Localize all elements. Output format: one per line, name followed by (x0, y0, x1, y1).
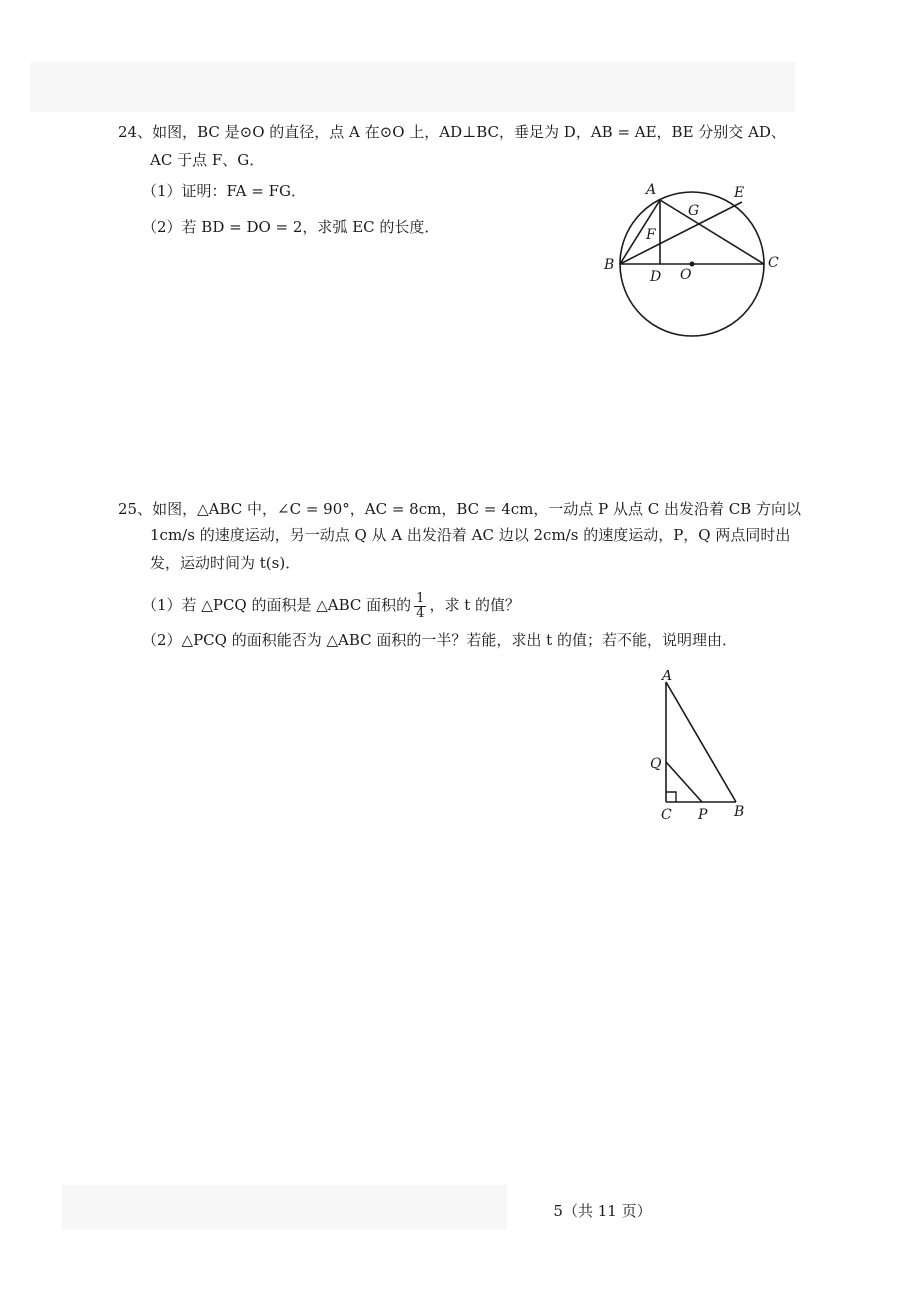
q24-circle-figure (598, 180, 788, 340)
q25-number: 25、 (118, 500, 153, 518)
label-g: G (688, 203, 700, 219)
q25-stem-line2: 1cm/s 的速度运动，另一动点 Q 从 A 出发沿着 AC 边以 2cm/s 的速度运动，P，Q 两点同时出 (150, 526, 791, 544)
page-number: 5（共 11 页） (553, 1202, 652, 1220)
segment-qp (666, 762, 702, 802)
segment-be (620, 202, 742, 264)
q25-stem-line1: 25、如图，△ABC 中，∠C = 90°，AC = 8cm，BC = 4cm，一动点 P 从点 C 出发沿着 CB 方向以 (118, 500, 802, 518)
q25-part2: （2）△PCQ 的面积能否为 △ABC 面积的一半？若能，求出 t 的值；若不能，说明理由． (142, 631, 737, 649)
label-o: O (680, 267, 692, 283)
label-e: E (734, 185, 745, 201)
right-angle-mark (666, 792, 676, 802)
label-c: C (768, 255, 779, 271)
side-ab (666, 682, 736, 802)
q24-stem-line1: 24、如图，BC 是⊙O 的直径，点 A 在⊙O 上，AD⊥BC，垂足为 D，AB = AE，BE 分别交 AD、 (118, 123, 786, 141)
label-a: A (662, 670, 673, 684)
label-c: C (661, 807, 672, 823)
label-p: P (698, 807, 708, 823)
label-b: B (734, 804, 745, 820)
scan-shadow-top (30, 62, 795, 112)
q24-stem-line2: AC 于点 F、G． (150, 151, 265, 169)
label-a: A (646, 182, 657, 198)
center-dot (690, 262, 695, 267)
label-b: B (604, 257, 615, 273)
label-q: Q (650, 756, 662, 772)
q25-stem-line3: 发，运动时间为 t(s)． (150, 554, 301, 572)
fraction-one-quarter: $\frac{1}{4}$ (416, 590, 425, 621)
q25-triangle-figure (648, 670, 758, 830)
q24-number: 24、 (118, 123, 153, 141)
q24-part2: （2）若 BD = DO = 2，求弧 EC 的长度． (142, 218, 440, 236)
q24-part1: （1）证明：FA = FG． (142, 182, 306, 200)
q25-part1: （1）若 △PCQ 的面积是 △ABC 面积的 $\frac{1}{4}$ ，求 t 的值？ (142, 590, 521, 621)
label-d: D (650, 269, 662, 285)
segment-ac (660, 200, 764, 264)
label-f: F (646, 227, 656, 243)
